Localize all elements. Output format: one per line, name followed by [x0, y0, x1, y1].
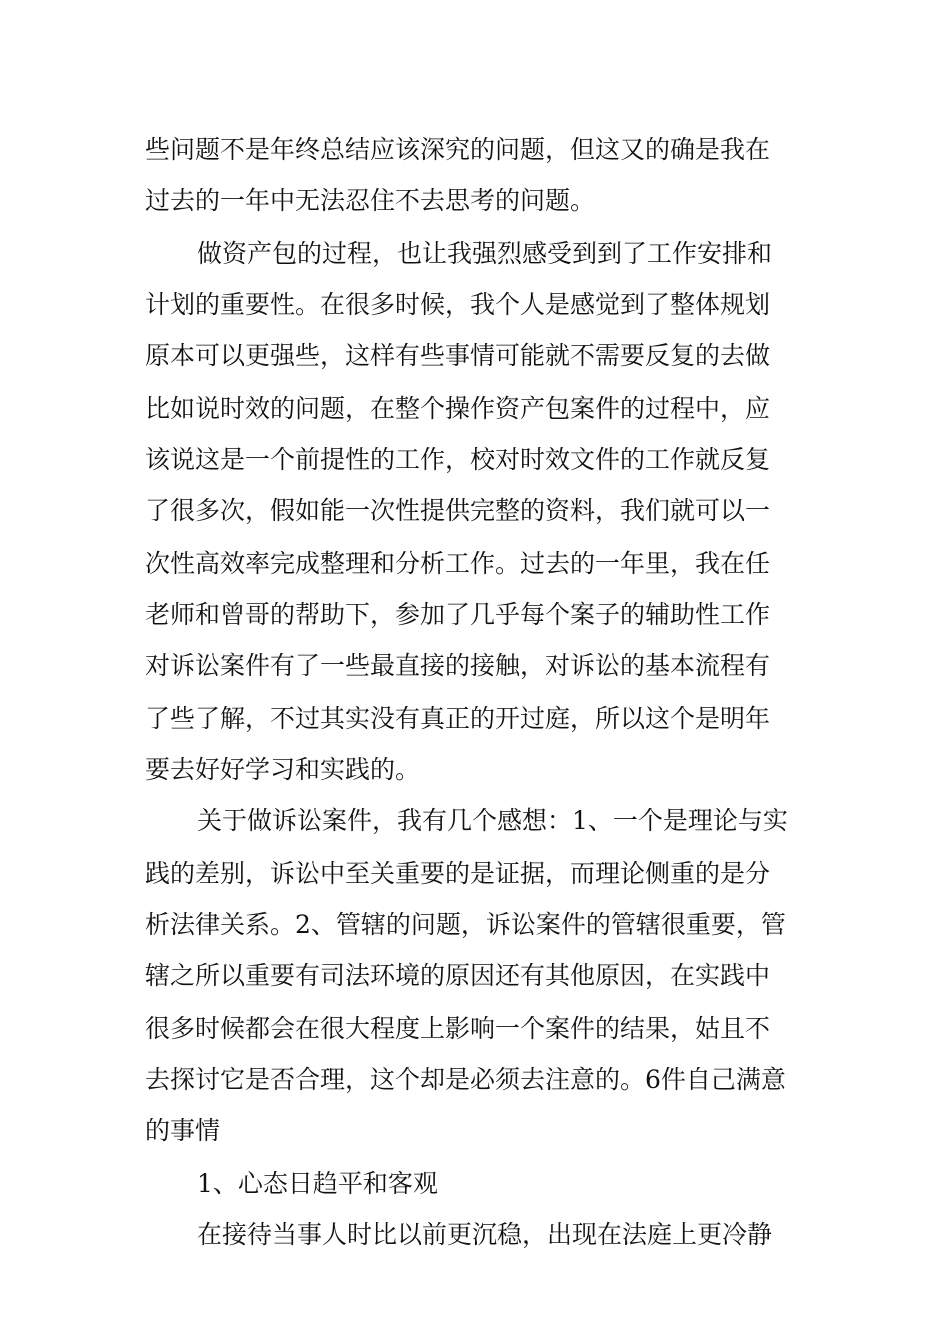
- text-line: 些问题不是年终总结应该深究的问题，但这又的确是我在: [145, 135, 771, 164]
- text-line: 很多时候都会在很大程度上影响一个案件的结果，姑且不: [145, 1014, 771, 1043]
- text-line: 去探讨它是否合理，这个却是必须去注意的。6件自己满意: [145, 1065, 786, 1094]
- text-line: 计划的重要性。在很多时候，我个人是感觉到了整体规划: [145, 290, 771, 319]
- text-line: 老师和曾哥的帮助下，参加了几乎每个案子的辅助性工作: [145, 600, 771, 629]
- text-line: 践的差别，诉讼中至关重要的是证据，而理论侧重的是分: [145, 859, 771, 888]
- paragraph-start-line: 做资产包的过程，也让我强烈感受到到了工作安排和: [197, 239, 773, 268]
- text-line: 原本可以更强些，这样有些事情可能就不需要反复的去做: [145, 341, 771, 370]
- text-line: 次性高效率完成整理和分析工作。过去的一年里，我在任: [145, 549, 771, 578]
- text-line: 对诉讼案件有了一些最直接的接触，对诉讼的基本流程有: [145, 651, 771, 680]
- text-line: 比如说时效的问题，在整个操作资产包案件的过程中，应: [145, 394, 771, 423]
- section-heading: 1、心态日趋平和客观: [197, 1169, 438, 1198]
- paragraph-start-line: 在接待当事人时比以前更沉稳，出现在法庭上更冷静: [197, 1220, 773, 1249]
- text-line: 了很多次，假如能一次性提供完整的资料，我们就可以一: [145, 496, 771, 525]
- text-line: 了些了解，不过其实没有真正的开过庭，所以这个是明年: [145, 704, 771, 733]
- text-line: 析法律关系。2、管辖的问题，诉讼案件的管辖很重要，管: [145, 910, 786, 939]
- text-line: 该说这是一个前提性的工作，校对时效文件的工作就反复: [145, 445, 771, 474]
- text-line: 过去的一年中无法忍住不去思考的问题。: [145, 186, 596, 215]
- text-line: 辖之所以重要有司法环境的原因还有其他原因，在实践中: [145, 961, 771, 990]
- text-line: 要去好好学习和实践的。: [145, 755, 421, 784]
- paragraph-start-line: 关于做诉讼案件，我有几个感想：1、一个是理论与实: [197, 806, 788, 835]
- text-line: 的事情: [145, 1116, 221, 1145]
